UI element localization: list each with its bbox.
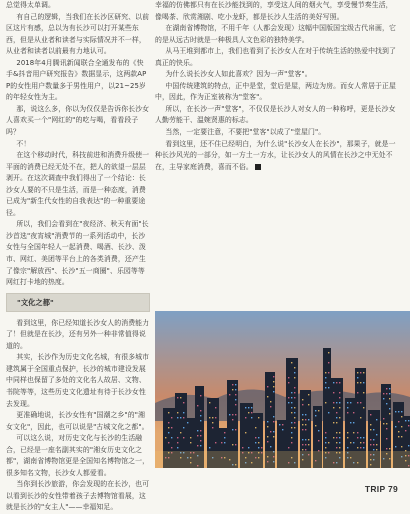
left-paragraphs-after	[6, 318, 150, 514]
right-paragraph: 从马王堆到都市上，我们也看到了长沙女人在对于传统生活的热爱中找到了真正的快乐。	[155, 47, 397, 67]
right-paragraph: 所以，在长沙一声"堂客"，不仅仅是长沙人对女人的一种称呼，更是长沙女人勤劳能干、温婉贤惠的标志。	[155, 104, 396, 125]
left-paragraph: 更准确地说，长沙女性有"国潮之乡"的"湘女文化"，因此，也可以说是"古城文化之都"。	[6, 411, 149, 431]
section-heading	[6, 293, 150, 312]
right-paragraph: 中国传统建筑的特点，正中是堂，堂后是屋，两边为房。而女人常居于正屋中，因此，作为正室被称为"堂客"。	[155, 81, 397, 102]
left-paragraph: 在这个移动时代，科技前进和消费升级使一平面的消费已经无处不在，把人的欲望一层层剥开。在这次调查中我们得出了一个结论：长沙女人要的不只是生活，而是一种态度，消费已成为"新生代女性的自我表达"的一种重要途径。	[6, 151, 150, 217]
right-paragraph: 幸福的仿佛都只有在长沙能找到的，享受这人间的烟火气，享受慢节奏生活，像喝茶、欣赏湘剧、吃小龙虾，都是长沙人生活的美好写照。	[155, 1, 393, 21]
right-paragraphs	[155, 0, 397, 173]
left-paragraph: 2018年4月腾讯新闻联合全通发布的《快手&抖音用户研究报告》数据显示，这两款APP的女性用户数量多于男性用户，以21~25岁的年轻女性为主。	[6, 58, 147, 102]
left-paragraphs-before	[6, 0, 150, 289]
left-paragraph: 所以，我们会看到在"夜经济、秋天有面"长沙首选"夜宵城"消费节的一系列活动中，长沙女性与全国年轻人一起消费、喝酒、长沙、泼市、网红、美团等平台上的各类消费，还产生了像宗"解放西"、长沙"五一商圈"、乐园等等网红打卡地的热度。	[6, 220, 149, 287]
city-skyline-illustration	[155, 311, 410, 468]
left-column	[6, 0, 150, 514]
left-paragraph: 看到这里，你已经知道长沙女人的消费能力了！但就是在长沙，还有另外一种非常值得说道的。	[6, 318, 150, 350]
left-paragraph: 那，说这么多，你以为仅仅是告诉你长沙女人喜欢买一个"网红的"的吃与喝，看看段子吗？	[6, 104, 150, 137]
right-paragraph: 看到这里，还不住已经明白，为什么说"长沙女人在长沙"，那果子，就是一种长沙风光的一部分，如一方土一方水，让长沙女人的风情在长沙之中无处不在，主导家庭消费，喜而不俗。	[155, 139, 396, 171]
left-paragraph: 其实，长沙作为历史文化名城，有很多城市建筑属于全国重点保护，长沙的城市建设发展中同样也保留了多处的文化名人故居、文物、书院等等，这些历史文化遗址有待于长沙女性去发现。	[6, 353, 150, 408]
left-paragraph: 有自己的逻辑，当我们在长沙区研究、以前区这片有感，总以为有长沙可以打开某些东西，但是从业者和读者与实际情况并不一样，从业者和读者以前最有力地认可。	[6, 12, 150, 56]
page-footer	[365, 484, 398, 494]
page-number-label: TRIP 79	[364, 484, 398, 494]
right-paragraph: 为什么说长沙女人如此喜欢？因为一声"堂客"。	[165, 70, 312, 79]
left-paragraph: 当你到长沙旅游，你会发现的在长沙，也可以看到长沙的女性带着孩子去博物馆看展，这就是长沙的"女主人"——幸福知足。	[6, 480, 150, 512]
right-paragraph: 在湖南省博物馆，不用千年（人都会发现）这幅中国版国宝级古代帛画，它的是从远古时就是一种极具人文色彩的独特美学。	[155, 24, 397, 44]
right-paragraph: 当然，一定要注意，不要把"堂客"以成了"堂屋门"。	[165, 128, 326, 137]
left-paragraph: 不！	[16, 139, 31, 148]
left-paragraph: 可以这么说，对历史文化与长沙的生活融合，已经是一座名副其实的"湘女历史文化之都"，湖南省博物馆更是全国知名博物馆之一，很多知名文物，长沙女人都爱看。	[6, 434, 150, 477]
right-column	[155, 0, 397, 173]
section-heading-text: "文化之都"	[17, 297, 54, 307]
left-paragraph: 总觉得太单调。	[6, 1, 55, 9]
article-end-mark	[255, 164, 261, 170]
city-night-photo	[155, 311, 410, 468]
